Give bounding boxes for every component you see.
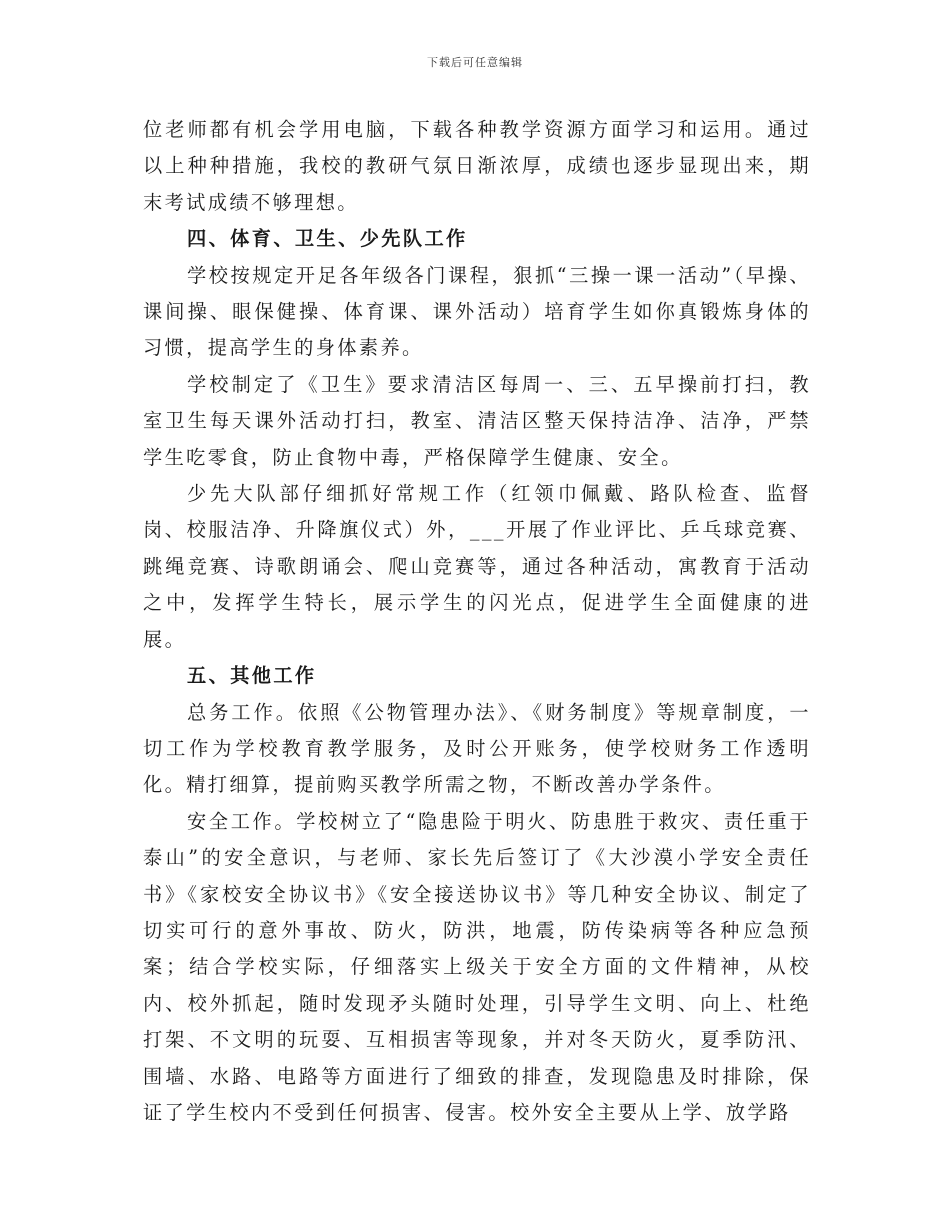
paragraph-safety: 安全工作。学校树立了“隐患险于明火、防患胜于救灾、责任重于泰山”的安全意识，与老师、家长先后签订了《大沙漠小学安全责任书》《家校安全协议书》《安全接送协议书》等几种安全协议、制定了切实可行的意外事故、防火，防洪，地震，防传染病等各种应急预案；结合学校实际，仔细落实上级关于安全方面的文件精神，从校内、校外抓起，随时发现矛头随时处理，引导学生文明、向上、杜绝打架、不文明的玩耍、互相损害等现象，并对冬天防火，夏季防汛、围墙、水路、电路等方面进行了细致的排查，发现隐患及时排除，保证了学生校内不受到任何损害、侵害。校外安全主要从上学、放学路 xyxy=(143,809,811,1124)
paragraph-young-pioneers: 少先大队部仔细抓好常规工作（红领巾佩戴、路队检查、监督岗、校服洁净、升降旗仪式）外，___开展了作业评比、乒乓球竞赛、跳绳竞赛、诗歌朗诵会、爬山竞赛等，通过各种活动，寓教育于活动之中，发挥学生特长，展示学生的闪光点，促进学生全面健康的进展。 xyxy=(143,482,811,651)
page-header: 下载后可任意编辑 xyxy=(427,56,523,69)
paragraph-hygiene: 学校制定了《卫生》要求清洁区每周一、三、五早操前打扫，教室卫生每天课外活动打扫，教室、清洁区整天保持洁净、洁净，严禁学生吃零食，防止食物中毒，严格保障学生健康、安全。 xyxy=(143,372,811,469)
section-heading-4: 四、体育、卫生、少先队工作 xyxy=(187,227,468,251)
document-body xyxy=(143,112,811,1131)
paragraph-sports: 学校按规定开足各年级各门课程，狠抓“三操一课一活动”（早操、课间操、眼保健操、体育课、课外活动）培育学生如你真锻炼身体的习惯，提高学生的身体素养。 xyxy=(143,263,811,360)
paragraph-continuation: 位老师都有机会学用电脑，下载各种教学资源方面学习和运用。通过以上种种措施，我校的教研气氛日渐浓厚，成绩也逐步显现出来，期末考试成绩不够理想。 xyxy=(143,118,811,214)
paragraph-general-affairs: 总务工作。依照《公物管理办法》、《财务制度》等规章制度，一切工作为学校教育教学服务，及时公开账务，使学校财务工作透明化。精打细算，提前购买教学所需之物，不断改善办学条件。 xyxy=(143,700,811,797)
section-heading-5: 五、其他工作 xyxy=(187,664,317,688)
